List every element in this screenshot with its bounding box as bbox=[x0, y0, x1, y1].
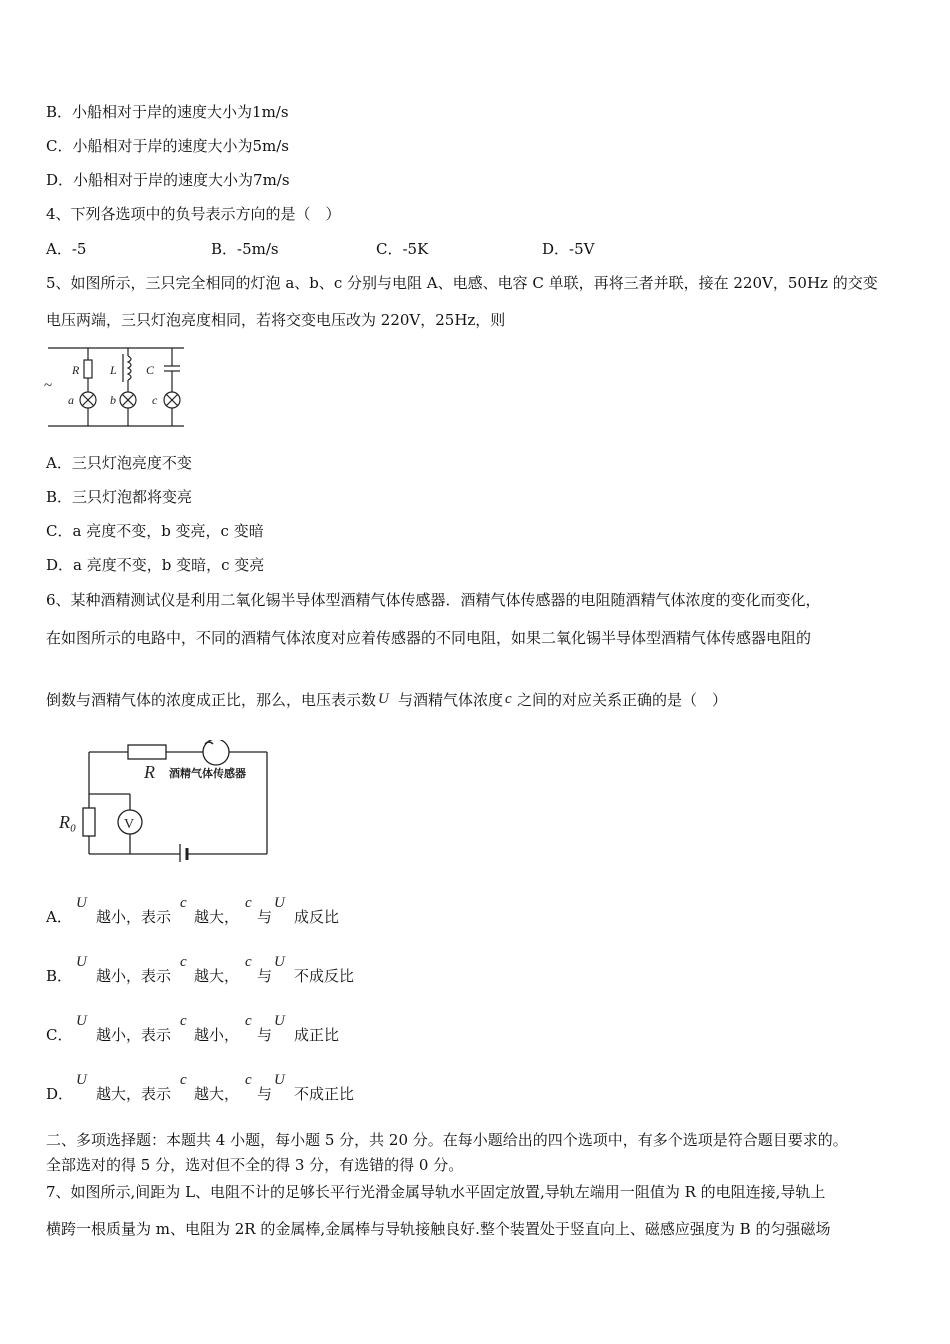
resistor-label: R bbox=[72, 363, 80, 377]
var-c: c bbox=[245, 1072, 252, 1088]
q6-stem-line1: 6、某种酒精测试仪是利用二氧化锡半导体型酒精气体传感器．酒精气体传感器的电阻随酒精气体浓度的变化而变化， bbox=[46, 591, 821, 609]
section2-header-line2: 全部选对的得 5 分，选对但不全的得 3 分，有选错的得 0 分。 bbox=[46, 1156, 464, 1174]
bulb-a-label: a bbox=[68, 393, 74, 407]
option-text: 不成反比 bbox=[294, 967, 355, 985]
option-text: 成正比 bbox=[294, 1026, 340, 1044]
option-letter: A． bbox=[46, 908, 72, 926]
q4-option-c: C．-5K bbox=[376, 240, 429, 258]
option-letter: B． bbox=[46, 967, 73, 985]
var-u: U bbox=[274, 1013, 285, 1029]
bulb-b-label: b bbox=[110, 393, 116, 407]
ac-source-symbol: ~ bbox=[44, 378, 53, 394]
option-letter: D． bbox=[46, 1085, 74, 1103]
q4-option-a: A．-5 bbox=[46, 240, 87, 258]
q6-stem-part-b: 与酒精气体浓度 bbox=[398, 691, 504, 709]
q4-option-d: D．-5V bbox=[542, 240, 595, 258]
q5-option-d: D．a 亮度不变，b 变暗，c 变亮 bbox=[46, 556, 265, 574]
q3-option-b: B．小船相对于岸的速度大小为1m/s bbox=[46, 103, 289, 121]
capacitor-label: C bbox=[146, 363, 155, 377]
inductor-label: L bbox=[110, 363, 117, 377]
var-c: c bbox=[245, 1013, 252, 1029]
var-c: c bbox=[245, 954, 252, 970]
q6-stem-line2: 在如图所示的电路中，不同的酒精气体浓度对应着传感器的不同电阻，如果二氧化锡半导体型酒精气体传感器电阻的 bbox=[46, 629, 812, 647]
q5-option-c: C．a 亮度不变，b 变亮，c 变暗 bbox=[46, 522, 264, 540]
var-u: U bbox=[76, 1013, 87, 1029]
q4-option-b: B．-5m/s bbox=[211, 240, 279, 258]
option-text: 越大， bbox=[194, 1085, 240, 1103]
var-c: c bbox=[180, 895, 187, 911]
q6-stem-part-c: 之间的对应关系正确的是（ ） bbox=[517, 691, 728, 709]
q5-stem-line1: 5、如图所示，三只完全相同的灯泡 a、b、c 分别与电阻 A、电感、电容 C 单联，再将三者并联，接在 220V，50Hz 的交变 bbox=[46, 274, 878, 292]
option-text: 越小，表示 bbox=[96, 908, 172, 926]
var-c: c bbox=[245, 895, 252, 911]
q7-stem-line2: 横跨一根质量为 m、电阻为 2R 的金属棒,金属棒与导轨接触良好.整个装置处于竖直向上、磁感应强度为 B 的匀强磁场 bbox=[46, 1220, 831, 1238]
q5-stem-line2: 电压两端，三只灯泡亮度相同，若将交变电压改为 220V，25Hz，则 bbox=[46, 311, 506, 329]
q7-stem-line1: 7、如图所示,间距为 L、电阻不计的足够长平行光滑金属导轨水平固定放置,导轨左端用一阻值为 R 的电阻连接,导轨上 bbox=[46, 1183, 826, 1201]
option-text: 越小，表示 bbox=[96, 967, 172, 985]
q5-option-a: A．三只灯泡亮度不变 bbox=[46, 454, 192, 472]
var-c: c bbox=[505, 691, 512, 707]
var-u: U bbox=[76, 1072, 87, 1088]
var-u: U bbox=[274, 954, 285, 970]
var-c: c bbox=[180, 1072, 187, 1088]
var-u: U bbox=[274, 895, 285, 911]
var-u: U bbox=[76, 895, 87, 911]
var-u: U bbox=[274, 1072, 285, 1088]
r-label: R bbox=[144, 762, 155, 782]
q4-stem: 4、下列各选项中的负号表示方向的是（ ） bbox=[46, 205, 341, 223]
option-text: 越小，表示 bbox=[96, 1026, 172, 1044]
q3-option-c: C．小船相对于岸的速度大小为5m/s bbox=[46, 137, 289, 155]
option-text: 与 bbox=[257, 967, 273, 985]
q5-option-b: B．三只灯泡都将变亮 bbox=[46, 488, 193, 506]
section2-header-line1: 二、多项选择题：本题共 4 小题，每小题 5 分，共 20 分。在每小题给出的四个选项中，有多个选项是符合题目要求的。 bbox=[46, 1131, 848, 1149]
q5-circuit-figure bbox=[44, 342, 194, 432]
sensor-label: 酒精气体传感器 bbox=[169, 767, 246, 780]
option-text: 与 bbox=[257, 1026, 273, 1044]
option-text: 不成正比 bbox=[294, 1085, 355, 1103]
option-text: 越小， bbox=[194, 1026, 240, 1044]
voltmeter-label: V bbox=[124, 817, 135, 832]
option-letter: C． bbox=[46, 1026, 73, 1044]
r0-label: R₀ bbox=[59, 812, 77, 832]
option-text: 越大，表示 bbox=[96, 1085, 172, 1103]
var-u: U bbox=[76, 954, 87, 970]
var-u: U bbox=[378, 691, 389, 707]
q6-circuit-figure bbox=[56, 740, 276, 862]
q6-stem-line3 bbox=[46, 690, 727, 710]
option-text: 成反比 bbox=[294, 908, 340, 926]
bulb-c-label: c bbox=[152, 393, 158, 407]
q6-stem-part-a: 倒数与酒精气体的浓度成正比，那么，电压表示数 bbox=[46, 691, 377, 709]
var-c: c bbox=[180, 954, 187, 970]
option-text: 与 bbox=[257, 908, 273, 926]
option-text: 越大， bbox=[194, 967, 240, 985]
option-text: 越大， bbox=[194, 908, 240, 926]
option-text: 与 bbox=[257, 1085, 273, 1103]
var-c: c bbox=[180, 1013, 187, 1029]
q3-option-d: D．小船相对于岸的速度大小为7m/s bbox=[46, 171, 290, 189]
